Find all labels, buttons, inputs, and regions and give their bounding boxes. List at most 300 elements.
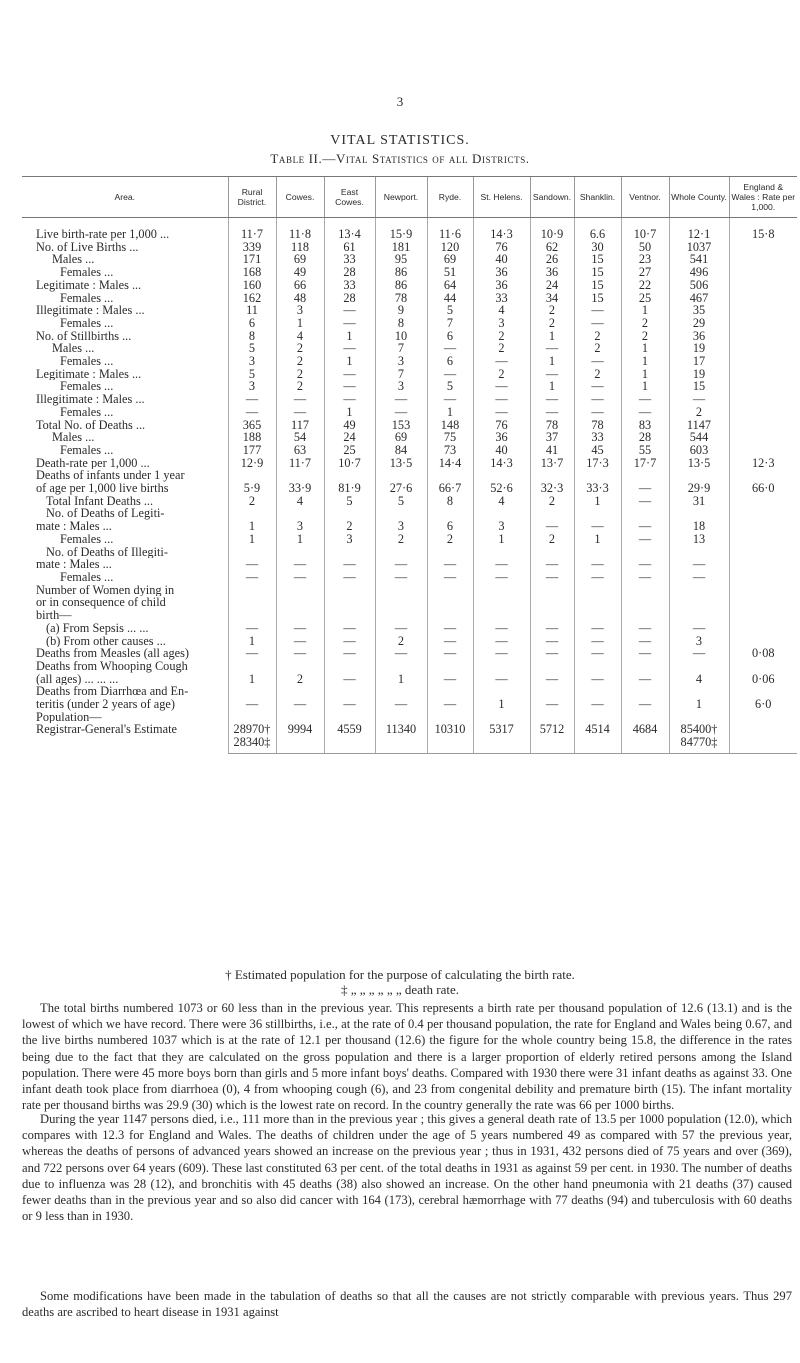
- row-label: teritis (under 2 years of age): [36, 698, 175, 711]
- table-cell: [621, 584, 669, 597]
- table-cell: 11·8: [276, 218, 324, 241]
- table-cell: —: [228, 558, 276, 571]
- row-label: Females ...: [60, 405, 114, 419]
- table-cell: 120: [427, 241, 473, 254]
- table-cell: —: [276, 647, 324, 660]
- table-cell: 3: [375, 380, 427, 393]
- table-cell: 1: [621, 304, 669, 317]
- page-number: 3: [396, 94, 404, 109]
- table-row: [22, 507, 797, 520]
- table-cell: 10310: [427, 723, 473, 736]
- table-cell: —: [276, 622, 324, 635]
- table-cell: —: [427, 342, 473, 355]
- table-row: [22, 660, 797, 673]
- table-cell: —: [621, 482, 669, 495]
- row-label: Legitimate : Males ...: [36, 367, 142, 381]
- table-cell: 78: [375, 292, 427, 305]
- table-cell: —: [324, 647, 375, 660]
- footnote-birth-rate: † Estimated population for the purpose of calculating the birth rate.: [225, 967, 575, 982]
- table-cell: —: [530, 647, 574, 660]
- table-cell: 33: [574, 431, 621, 444]
- table-cell: [729, 533, 797, 546]
- table-cell: [228, 596, 276, 609]
- table-cell: [729, 571, 797, 584]
- table-row: [22, 685, 797, 698]
- table-cell: —: [574, 673, 621, 686]
- table-cell: —: [324, 622, 375, 635]
- table-cell: 1: [530, 355, 574, 368]
- table-cell: —: [473, 558, 530, 571]
- table-cell: 14·3: [473, 457, 530, 470]
- table-cell: 18: [669, 520, 729, 533]
- table-cell: 86: [375, 266, 427, 279]
- table-cell: 28970†: [228, 723, 276, 736]
- table-cell: 10·7: [324, 457, 375, 470]
- table-cell: [729, 253, 797, 266]
- table-cell: —: [621, 622, 669, 635]
- table-cell: 28: [621, 431, 669, 444]
- table-cell: 64: [427, 279, 473, 292]
- table-cell: 4514: [574, 723, 621, 736]
- table-cell: 2: [621, 317, 669, 330]
- table-cell: 12·3: [729, 457, 797, 470]
- table-cell: 50: [621, 241, 669, 254]
- table-cell: [473, 584, 530, 597]
- table-cell: 25: [324, 444, 375, 457]
- table-cell: —: [375, 698, 427, 711]
- table-cell: —: [574, 380, 621, 393]
- row-label: Females ...: [60, 266, 114, 279]
- table-cell: 2: [473, 342, 530, 355]
- table-cell: 11·7: [228, 218, 276, 241]
- table-cell: 12·1: [669, 218, 729, 241]
- table-cell: 13: [669, 533, 729, 546]
- table-cell: [729, 266, 797, 279]
- table-cell: —: [324, 304, 375, 317]
- table-cell: 5: [427, 304, 473, 317]
- table-cell: 6: [427, 330, 473, 343]
- column-header: Area.: [22, 177, 228, 218]
- table-cell: 1: [530, 380, 574, 393]
- table-cell: 2: [427, 533, 473, 546]
- table-cell: [729, 584, 797, 597]
- table-cell: [729, 736, 797, 753]
- row-label: No. of Live Births ...: [36, 240, 139, 254]
- table-cell: —: [621, 571, 669, 584]
- table-cell: 1: [574, 495, 621, 508]
- table-cell: 1: [621, 355, 669, 368]
- table-cell: [621, 660, 669, 673]
- table-cell: —: [276, 393, 324, 406]
- table-cell: 15·8: [729, 218, 797, 241]
- table-cell: 33: [473, 292, 530, 305]
- table-title: Table II.—Vital Statistics of all Districts.: [270, 151, 530, 166]
- table-cell: 29: [669, 317, 729, 330]
- table-cell: —: [574, 393, 621, 406]
- page-title: VITAL STATISTICS.: [330, 133, 470, 148]
- row-label: of age per 1,000 live births: [36, 482, 169, 495]
- table-cell: [729, 660, 797, 673]
- table-cell: [621, 736, 669, 753]
- row-label: (all ages) ... ... ...: [36, 672, 119, 686]
- table-cell: 36: [473, 279, 530, 292]
- table-cell: [729, 393, 797, 406]
- table-cell: [729, 431, 797, 444]
- column-header: Newport.: [375, 177, 427, 218]
- table-cell: [729, 546, 797, 559]
- table-cell: [621, 609, 669, 622]
- column-header: Cowes.: [276, 177, 324, 218]
- table-cell: [530, 609, 574, 622]
- table-cell: 5: [228, 342, 276, 355]
- column-header: Rural District.: [228, 177, 276, 218]
- footnote-death-rate: ‡ „ „ „ „ „ „ death rate.: [340, 982, 459, 997]
- table-cell: —: [530, 622, 574, 635]
- row-label: Males ...: [52, 342, 95, 356]
- table-cell: 4: [276, 330, 324, 343]
- table-cell: 2: [621, 330, 669, 343]
- table-cell: [729, 304, 797, 317]
- table-row: [22, 266, 797, 279]
- table-cell: 17·7: [621, 457, 669, 470]
- column-header: Shanklin.: [574, 177, 621, 218]
- table-cell: 7: [427, 317, 473, 330]
- table-cell: [729, 495, 797, 508]
- table-cell: —: [669, 558, 729, 571]
- table-cell: 62: [530, 241, 574, 254]
- table-cell: 49: [276, 266, 324, 279]
- table-cell: 1: [427, 406, 473, 419]
- table-cell: —: [276, 571, 324, 584]
- table-cell: 11·7: [276, 457, 324, 470]
- table-cell: 15: [574, 279, 621, 292]
- table-row: [22, 292, 797, 305]
- table-cell: [669, 584, 729, 597]
- table-cell: [375, 736, 427, 753]
- table-cell: 148: [427, 419, 473, 432]
- table-cell: —: [324, 558, 375, 571]
- row-label: No. of Stillbirths ...: [36, 329, 132, 343]
- table-cell: 162: [228, 292, 276, 305]
- table-cell: 4559: [324, 723, 375, 736]
- table-row: [22, 330, 797, 343]
- table-cell: 5317: [473, 723, 530, 736]
- table-cell: —: [621, 673, 669, 686]
- table-cell: 11: [228, 304, 276, 317]
- table-cell: [427, 596, 473, 609]
- table-cell: 2: [530, 304, 574, 317]
- table-cell: 49: [324, 419, 375, 432]
- table-cell: 6.6: [574, 218, 621, 241]
- row-label: Population—: [36, 710, 102, 724]
- table-cell: 13·5: [375, 457, 427, 470]
- table-cell: 2: [276, 342, 324, 355]
- table-cell: 506: [669, 279, 729, 292]
- table-cell: [574, 660, 621, 673]
- row-label: mate : Males ...: [36, 520, 112, 533]
- table-row: [22, 457, 797, 470]
- table-cell: 14·3: [473, 218, 530, 241]
- column-header: Ventnor.: [621, 177, 669, 218]
- table-cell: [324, 584, 375, 597]
- table-cell: [729, 279, 797, 292]
- table-cell: —: [473, 406, 530, 419]
- table-cell: 188: [228, 431, 276, 444]
- row-label: Females ...: [60, 532, 114, 546]
- table-cell: [228, 660, 276, 673]
- row-label: Legitimate : Males ...: [36, 278, 142, 292]
- table-row: [22, 406, 797, 419]
- table-cell: [729, 317, 797, 330]
- table-cell: [473, 596, 530, 609]
- table-cell: 69: [375, 431, 427, 444]
- row-label: Illegitimate : Males ...: [36, 304, 145, 317]
- table-row: [22, 419, 797, 432]
- table-cell: —: [375, 406, 427, 419]
- row-label: [22, 736, 228, 753]
- table-cell: 3: [669, 635, 729, 648]
- column-header: East Cowes.: [324, 177, 375, 218]
- table-cell: 7: [375, 368, 427, 381]
- table-cell: —: [669, 393, 729, 406]
- table-cell: 33: [324, 253, 375, 266]
- table-cell: 1: [574, 533, 621, 546]
- row-label: Males ...: [52, 431, 95, 444]
- table-cell: 7: [375, 342, 427, 355]
- table-cell: —: [530, 406, 574, 419]
- table-cell: 31: [669, 495, 729, 508]
- table-cell: 3: [276, 520, 324, 533]
- table-cell: 10·7: [621, 218, 669, 241]
- table-row: [22, 698, 797, 711]
- table-cell: 3: [473, 317, 530, 330]
- row-label: Males ...: [52, 253, 95, 267]
- table-cell: —: [427, 622, 473, 635]
- table-cell: —: [574, 355, 621, 368]
- table-cell: 36: [473, 266, 530, 279]
- table-cell: [729, 558, 797, 571]
- table-cell: [530, 584, 574, 597]
- table-cell: —: [574, 647, 621, 660]
- column-header: Whole County.: [669, 177, 729, 218]
- table-cell: 29·9: [669, 482, 729, 495]
- paragraph-deaths: During the year 1147 persons died, i.e., 111 more than in the previous year ; this gives a general death rate of 13.5 per 1000 population (12.0), which compares with 12.3 for England and Wales. The deaths of children under the age of 5 years numbered 49 as compared with 57 the previous year, whereas the deaths of persons of advanced years showed an increase on the previous year ; thus in 1931, 432 persons died of 75 years and over (369), and 722 persons over 64 years (609). These last constituted 63 per cent. of the total deaths in 1931 as against 59 per cent. in 1930. The number of deaths due to influenza was 28 (12), and bronchitis with 45 deaths (38) also showed an increase. On the other hand pneumonia with 21 deaths (37) caused fewer deaths than in the previous year and so also did cancer with 164 (173), cerebral hæmorrhage with 77 deaths (94) and tuberculosis with 60 deaths or 9 less than in 1930.: [22, 1112, 792, 1224]
- table-cell: 5: [324, 495, 375, 508]
- table-cell: 76: [473, 419, 530, 432]
- table-cell: —: [669, 571, 729, 584]
- table-cell: [574, 736, 621, 753]
- table-cell: [729, 330, 797, 343]
- table-cell: [669, 660, 729, 673]
- table-cell: 52·6: [473, 482, 530, 495]
- table-row: [22, 571, 797, 584]
- table-row: [22, 279, 797, 292]
- row-label: Females ...: [60, 355, 114, 368]
- table-cell: —: [621, 647, 669, 660]
- table-cell: —: [621, 406, 669, 419]
- table-cell: —: [228, 571, 276, 584]
- column-header: Sandown.: [530, 177, 574, 218]
- table-cell: 24: [530, 279, 574, 292]
- table-cell: 2: [473, 330, 530, 343]
- table-cell: [473, 736, 530, 753]
- table-cell: [276, 609, 324, 622]
- row-label: Females ...: [60, 570, 114, 584]
- table-cell: 171: [228, 253, 276, 266]
- row-label: (a) From Sepsis ... ...: [46, 621, 149, 635]
- table-cell: 66: [276, 279, 324, 292]
- table-cell: 11·6: [427, 218, 473, 241]
- table-row: [22, 342, 797, 355]
- table-cell: 117: [276, 419, 324, 432]
- table-cell: 496: [669, 266, 729, 279]
- table-cell: 2: [276, 368, 324, 381]
- table-cell: [729, 355, 797, 368]
- table-cell: 4: [276, 495, 324, 508]
- table-cell: 1: [324, 355, 375, 368]
- table-cell: 36: [473, 431, 530, 444]
- table-cell: 15: [574, 253, 621, 266]
- table-cell: 19: [669, 342, 729, 355]
- table-cell: —: [473, 571, 530, 584]
- row-label: Deaths from Whooping Cough: [36, 659, 188, 673]
- table-cell: 2: [530, 495, 574, 508]
- table-cell: [621, 596, 669, 609]
- table-cell: 27: [621, 266, 669, 279]
- table-cell: 2: [473, 368, 530, 381]
- table-cell: —: [228, 393, 276, 406]
- table-cell: 541: [669, 253, 729, 266]
- table-cell: 15: [574, 292, 621, 305]
- table-row: [22, 673, 797, 686]
- table-cell: 3: [375, 520, 427, 533]
- table-cell: 4684: [621, 723, 669, 736]
- table-cell: [729, 380, 797, 393]
- table-cell: —: [530, 558, 574, 571]
- table-cell: 15·9: [375, 218, 427, 241]
- table-cell: 1147: [669, 419, 729, 432]
- table-cell: [427, 584, 473, 597]
- table-cell: —: [530, 393, 574, 406]
- table-row: [22, 495, 797, 508]
- table-cell: [228, 609, 276, 622]
- table-cell: 2: [530, 533, 574, 546]
- table-cell: [324, 660, 375, 673]
- table-row: [22, 596, 797, 609]
- table-cell: [427, 609, 473, 622]
- table-cell: 13·4: [324, 218, 375, 241]
- table-cell: [324, 596, 375, 609]
- table-cell: [574, 609, 621, 622]
- table-cell: —: [574, 698, 621, 711]
- row-label: mate : Males ...: [36, 558, 112, 571]
- table-cell: —: [473, 355, 530, 368]
- table-cell: 160: [228, 279, 276, 292]
- table-cell: 3: [375, 355, 427, 368]
- row-label: birth—: [36, 609, 72, 622]
- table-cell: 0·06: [729, 673, 797, 686]
- table-cell: [324, 736, 375, 753]
- table-cell: [729, 241, 797, 254]
- table-header-row: [22, 177, 797, 218]
- table-cell: —: [228, 647, 276, 660]
- table-cell: 3: [276, 304, 324, 317]
- table-row: [22, 444, 797, 457]
- table-cell: 3: [324, 533, 375, 546]
- table-cell: —: [574, 635, 621, 648]
- table-cell: [729, 292, 797, 305]
- table-cell: —: [324, 673, 375, 686]
- table-cell: 365: [228, 419, 276, 432]
- table-cell: [473, 660, 530, 673]
- row-label: Females ...: [60, 316, 114, 330]
- table-cell: 85400†: [669, 723, 729, 736]
- table-cell: —: [375, 647, 427, 660]
- row-label: Total No. of Deaths ...: [36, 418, 146, 432]
- table-cell: [669, 609, 729, 622]
- table-cell: 28: [324, 292, 375, 305]
- table-cell: —: [427, 368, 473, 381]
- row-label: Total Infant Deaths ...: [46, 494, 154, 508]
- table-cell: 4: [473, 495, 530, 508]
- table-cell: 1: [621, 342, 669, 355]
- table-cell: 30: [574, 241, 621, 254]
- table-cell: 177: [228, 444, 276, 457]
- table-cell: 17·3: [574, 457, 621, 470]
- table-cell: [729, 444, 797, 457]
- table-cell: 15: [574, 266, 621, 279]
- table-cell: [276, 736, 324, 753]
- table-cell: —: [574, 622, 621, 635]
- table-cell: 83: [621, 419, 669, 432]
- table-cell: —: [530, 698, 574, 711]
- table-cell: 37: [530, 431, 574, 444]
- table-cell: 5: [228, 368, 276, 381]
- table-cell: —: [324, 635, 375, 648]
- table-cell: 44: [427, 292, 473, 305]
- row-label: Deaths from Diarrhœa and En-: [36, 685, 189, 699]
- table-cell: —: [375, 622, 427, 635]
- table-cell: 181: [375, 241, 427, 254]
- table-cell: 2: [228, 495, 276, 508]
- table-body: [22, 218, 797, 754]
- table-cell: 0·08: [729, 647, 797, 660]
- table-cell: [729, 609, 797, 622]
- table-cell: 76: [473, 241, 530, 254]
- table-cell: —: [375, 571, 427, 584]
- table-cell: [427, 736, 473, 753]
- table-cell: 2: [375, 635, 427, 648]
- table-cell: —: [324, 698, 375, 711]
- table-cell: 13·5: [669, 457, 729, 470]
- table-cell: 2: [574, 368, 621, 381]
- table-cell: [324, 609, 375, 622]
- table-cell: 78: [574, 419, 621, 432]
- table-cell: 69: [427, 253, 473, 266]
- table-cell: —: [574, 571, 621, 584]
- row-label: Registrar-General's Estimate: [36, 723, 177, 737]
- vital-statistics-table: [22, 176, 797, 754]
- table-cell: [729, 368, 797, 381]
- table-cell: 2: [375, 533, 427, 546]
- table-cell: 41: [530, 444, 574, 457]
- table-cell: 10·9: [530, 218, 574, 241]
- table-cell: —: [473, 635, 530, 648]
- table-cell: 84770‡: [669, 736, 729, 753]
- table-cell: 15: [669, 380, 729, 393]
- table-row: [22, 253, 797, 266]
- table-row: [22, 482, 797, 495]
